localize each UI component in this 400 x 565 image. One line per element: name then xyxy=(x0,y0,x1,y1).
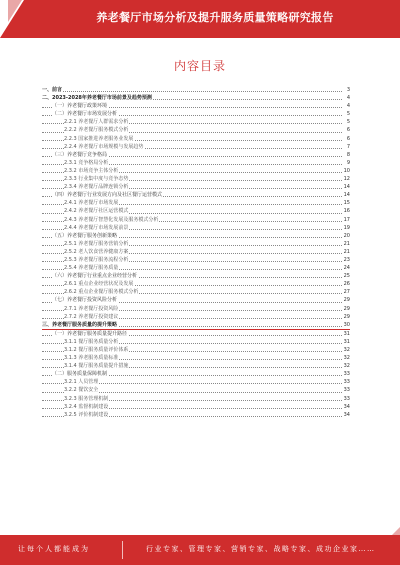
toc-entry[interactable] xyxy=(42,346,350,354)
report-header xyxy=(0,0,400,38)
toc-entry[interactable] xyxy=(42,151,350,159)
toc-entry-page: 34 xyxy=(343,403,350,410)
toc-entry[interactable] xyxy=(42,240,350,248)
toc-entry[interactable] xyxy=(42,86,350,94)
toc-entry-title: （二）服务质量保障机制 xyxy=(52,371,108,378)
toc-entry[interactable] xyxy=(42,272,350,280)
toc-entry[interactable] xyxy=(42,110,350,118)
footer-slogan: 让每个人都能成为 xyxy=(18,545,90,553)
toc-entry-page: 21 xyxy=(343,248,350,255)
toc-entry-page: 23 xyxy=(343,256,350,263)
toc-entry-title: 3.1.3 养老服务质量标准 xyxy=(64,355,119,362)
toc-entry[interactable] xyxy=(42,330,350,338)
toc-entry-page: 25 xyxy=(343,273,350,280)
toc-entry[interactable] xyxy=(42,296,350,304)
toc-entry[interactable] xyxy=(42,216,350,224)
footer-tagline: 行业专家、管理专家、营销专家、战略专家、成功企业家…… xyxy=(146,545,376,553)
toc-entry-title: 2.6.1 重点企业经营状况及发展 xyxy=(64,281,134,288)
toc-entry-page: 29 xyxy=(343,305,350,312)
toc-entry[interactable] xyxy=(42,143,350,151)
toc-entry[interactable] xyxy=(42,354,350,362)
toc-entry[interactable] xyxy=(42,395,350,403)
toc-entry-title: （七）养老餐厅投资风险分析 xyxy=(52,297,118,304)
toc-entry-page: 19 xyxy=(343,224,350,231)
toc-entry-page: 12 xyxy=(343,176,350,183)
toc-entry[interactable] xyxy=(42,248,350,256)
toc-entry-title: 3.2.2 餐饮安全 xyxy=(64,387,99,394)
toc-entry-title: （二）养老餐厅市场发展分析 xyxy=(52,111,118,118)
toc-entry-page: 27 xyxy=(343,289,350,296)
toc-entry[interactable] xyxy=(42,264,350,272)
toc-entry-title: 3.2.5 评价机制建设 xyxy=(64,411,109,418)
toc-entry-title: （一）养老餐厅服务质量提升路径 xyxy=(52,330,128,337)
toc-entry-title: 2.5.1 养老餐厅服务营销分析 xyxy=(64,240,129,247)
toc-entry-page: 33 xyxy=(343,387,350,394)
toc-entry-title: 2.3.2 市场竞争主体分析 xyxy=(64,167,119,174)
toc-entry-title: 2.7.2 养老餐厅投资建议 xyxy=(64,313,119,320)
toc-entry-page: 33 xyxy=(343,371,350,378)
toc-entry-page: 20 xyxy=(343,232,350,239)
toc-entry-page: 5 xyxy=(346,111,350,118)
toc-entry-title: 2.4.1 养老餐厅市场发展 xyxy=(64,200,119,207)
toc-entry-page: 10 xyxy=(343,167,350,174)
toc-entry-title: 2.5.3 养老餐厅服务流程分析 xyxy=(64,256,129,263)
toc-entry[interactable] xyxy=(42,126,350,134)
toc-entry-page: 4 xyxy=(346,103,350,110)
toc-entry[interactable] xyxy=(42,256,350,264)
footer-divider xyxy=(122,541,123,559)
toc-entry-title: （五）养老餐厅服务创新策略 xyxy=(52,232,118,239)
toc-entry-title: 一、前言 xyxy=(42,87,63,93)
toc-entry-title: 3.1.4 餐厅服务质量提升措施 xyxy=(64,363,129,370)
toc-entry[interactable] xyxy=(42,232,350,240)
toc-entry[interactable] xyxy=(42,305,350,313)
toc-entry[interactable] xyxy=(42,159,350,167)
toc-entry-page: 32 xyxy=(343,355,350,362)
toc-entry-title: （三）养老餐厅竞争格局 xyxy=(52,151,108,158)
toc-entry-page: 8 xyxy=(346,151,350,158)
toc-entry-page: 32 xyxy=(343,347,350,353)
toc-entry-page: 9 xyxy=(346,159,350,166)
toc-entry-title: （一）养老餐厅政策环境 xyxy=(52,103,108,110)
toc-entry-title: 2.4.4 养老餐厅市场发展前景 xyxy=(64,224,129,231)
toc-entry[interactable] xyxy=(42,321,350,330)
toc-entry-title: 3.2.1 人员管理 xyxy=(64,379,99,386)
toc-entry[interactable] xyxy=(42,224,350,232)
toc-entry[interactable] xyxy=(42,338,350,346)
toc-entry-page: 15 xyxy=(343,200,350,207)
toc-entry-title: 2.4.3 养老餐厅智慧化发展及服务模式分析 xyxy=(64,216,159,223)
toc-entry-page: 33 xyxy=(343,395,350,402)
page-fold-decoration xyxy=(392,527,400,535)
toc-entry-title: 2.3.1 竞争格局分析 xyxy=(64,159,109,166)
toc-entry-page: 34 xyxy=(343,411,350,418)
toc-entry-title: （六）养老餐厅行业重点企业经营分析 xyxy=(52,273,138,280)
toc-entry-page: 6 xyxy=(346,127,350,134)
toc-entry-title: 2.5.2 老人饮食营养健康方案 xyxy=(64,248,129,255)
toc-entry[interactable] xyxy=(42,411,350,419)
toc-entry[interactable] xyxy=(42,288,350,296)
toc-entry[interactable] xyxy=(42,280,350,288)
toc-entry-title: 3.1.2 餐厅服务质量评价体系 xyxy=(64,347,129,353)
toc-entry[interactable] xyxy=(42,403,350,411)
toc-entry-page: 4 xyxy=(346,95,350,102)
toc-entry-title: （四）养老餐厅行业发展方向及社区餐厅运营模式 xyxy=(52,192,163,199)
toc-entry[interactable] xyxy=(42,370,350,378)
toc-entry[interactable] xyxy=(42,135,350,143)
toc-entry-page: 14 xyxy=(343,184,350,191)
toc-entry-title: 2.2.3 国家推进养老服务业发展 xyxy=(64,135,134,142)
toc-entry[interactable] xyxy=(42,183,350,191)
toc-entry-title: 2.2.2 养老餐厅服务模式分析 xyxy=(64,127,129,134)
toc-entry-page: 24 xyxy=(343,265,350,272)
toc-entry[interactable] xyxy=(42,207,350,215)
toc-entry-title: 2.5.4 养老餐厅服务质量 xyxy=(64,265,119,272)
toc-entry-title: 2.3.4 养老餐厅品牌连锁分析 xyxy=(64,184,129,191)
toc-entry[interactable] xyxy=(42,362,350,370)
toc-entry-title: 二、2023-2028年养老餐厅市场前景及趋势预测 xyxy=(42,95,152,102)
toc-entry[interactable] xyxy=(42,378,350,386)
toc-entry-title: 2.2.1 养老餐厅人群需求分析 xyxy=(64,119,129,126)
toc-entry-page: 26 xyxy=(343,281,350,288)
toc-entry-page: 16 xyxy=(343,208,350,215)
toc-entry-page: 5 xyxy=(346,119,350,126)
toc-heading: 内容目录 xyxy=(173,59,226,73)
toc-entry[interactable] xyxy=(42,175,350,183)
toc-entry[interactable] xyxy=(42,386,350,394)
toc-entry-title: 三、养老餐厅服务质量的提升策略 xyxy=(42,321,118,328)
header-corner-accent xyxy=(8,0,22,22)
toc-entry[interactable] xyxy=(42,191,350,199)
toc-entry-page: 6 xyxy=(346,135,350,142)
toc-entry-title: 3.1.1 餐厅服务质量分析 xyxy=(64,338,119,345)
toc-entry-title: 3.2.4 监督机制建设 xyxy=(64,403,109,410)
toc-entry-page: 30 xyxy=(343,321,350,328)
report-footer xyxy=(0,535,400,565)
toc-entry-page: 32 xyxy=(343,363,350,370)
toc-entry-page: 3 xyxy=(346,87,350,93)
toc-entry-page: 17 xyxy=(343,216,350,223)
toc-entry[interactable] xyxy=(42,118,350,126)
toc-entry-title: 2.2.4 养老餐厅市场规模与发展趋势 xyxy=(64,143,144,150)
toc-entry-page: 21 xyxy=(343,240,350,247)
toc-entry-title: 3.2.3 服务管理机制 xyxy=(64,395,109,402)
toc-entry-title: 2.7.1 养老餐厅投资风险 xyxy=(64,305,119,312)
toc-entry[interactable] xyxy=(42,167,350,175)
toc-entry-page: 7 xyxy=(346,143,350,150)
toc-entry-page: 31 xyxy=(343,338,350,345)
toc-entry-title: 2.3.3 行业集中度与竞争态势 xyxy=(64,176,129,183)
toc-entry[interactable] xyxy=(42,102,350,110)
toc-entry-page: 33 xyxy=(343,379,350,386)
toc-entry-page: 29 xyxy=(343,297,350,304)
toc-entry-title: 2.4.2 养老餐厅社区运营模式 xyxy=(64,208,129,215)
toc-entry[interactable] xyxy=(42,199,350,207)
toc-entry[interactable] xyxy=(42,94,350,102)
toc-entry-page: 31 xyxy=(343,330,350,337)
toc-entry-title: 2.6.2 重点企业餐厅服务模式分析 xyxy=(64,289,139,296)
table-of-contents xyxy=(42,86,350,419)
toc-dot-leader xyxy=(42,91,342,92)
toc-entry[interactable] xyxy=(42,313,350,321)
report-title: 养老餐厅市场分析及提升服务质量策略研究报告 xyxy=(96,11,334,24)
toc-entry-page: 29 xyxy=(343,313,350,320)
toc-entry-page: 14 xyxy=(343,192,350,199)
